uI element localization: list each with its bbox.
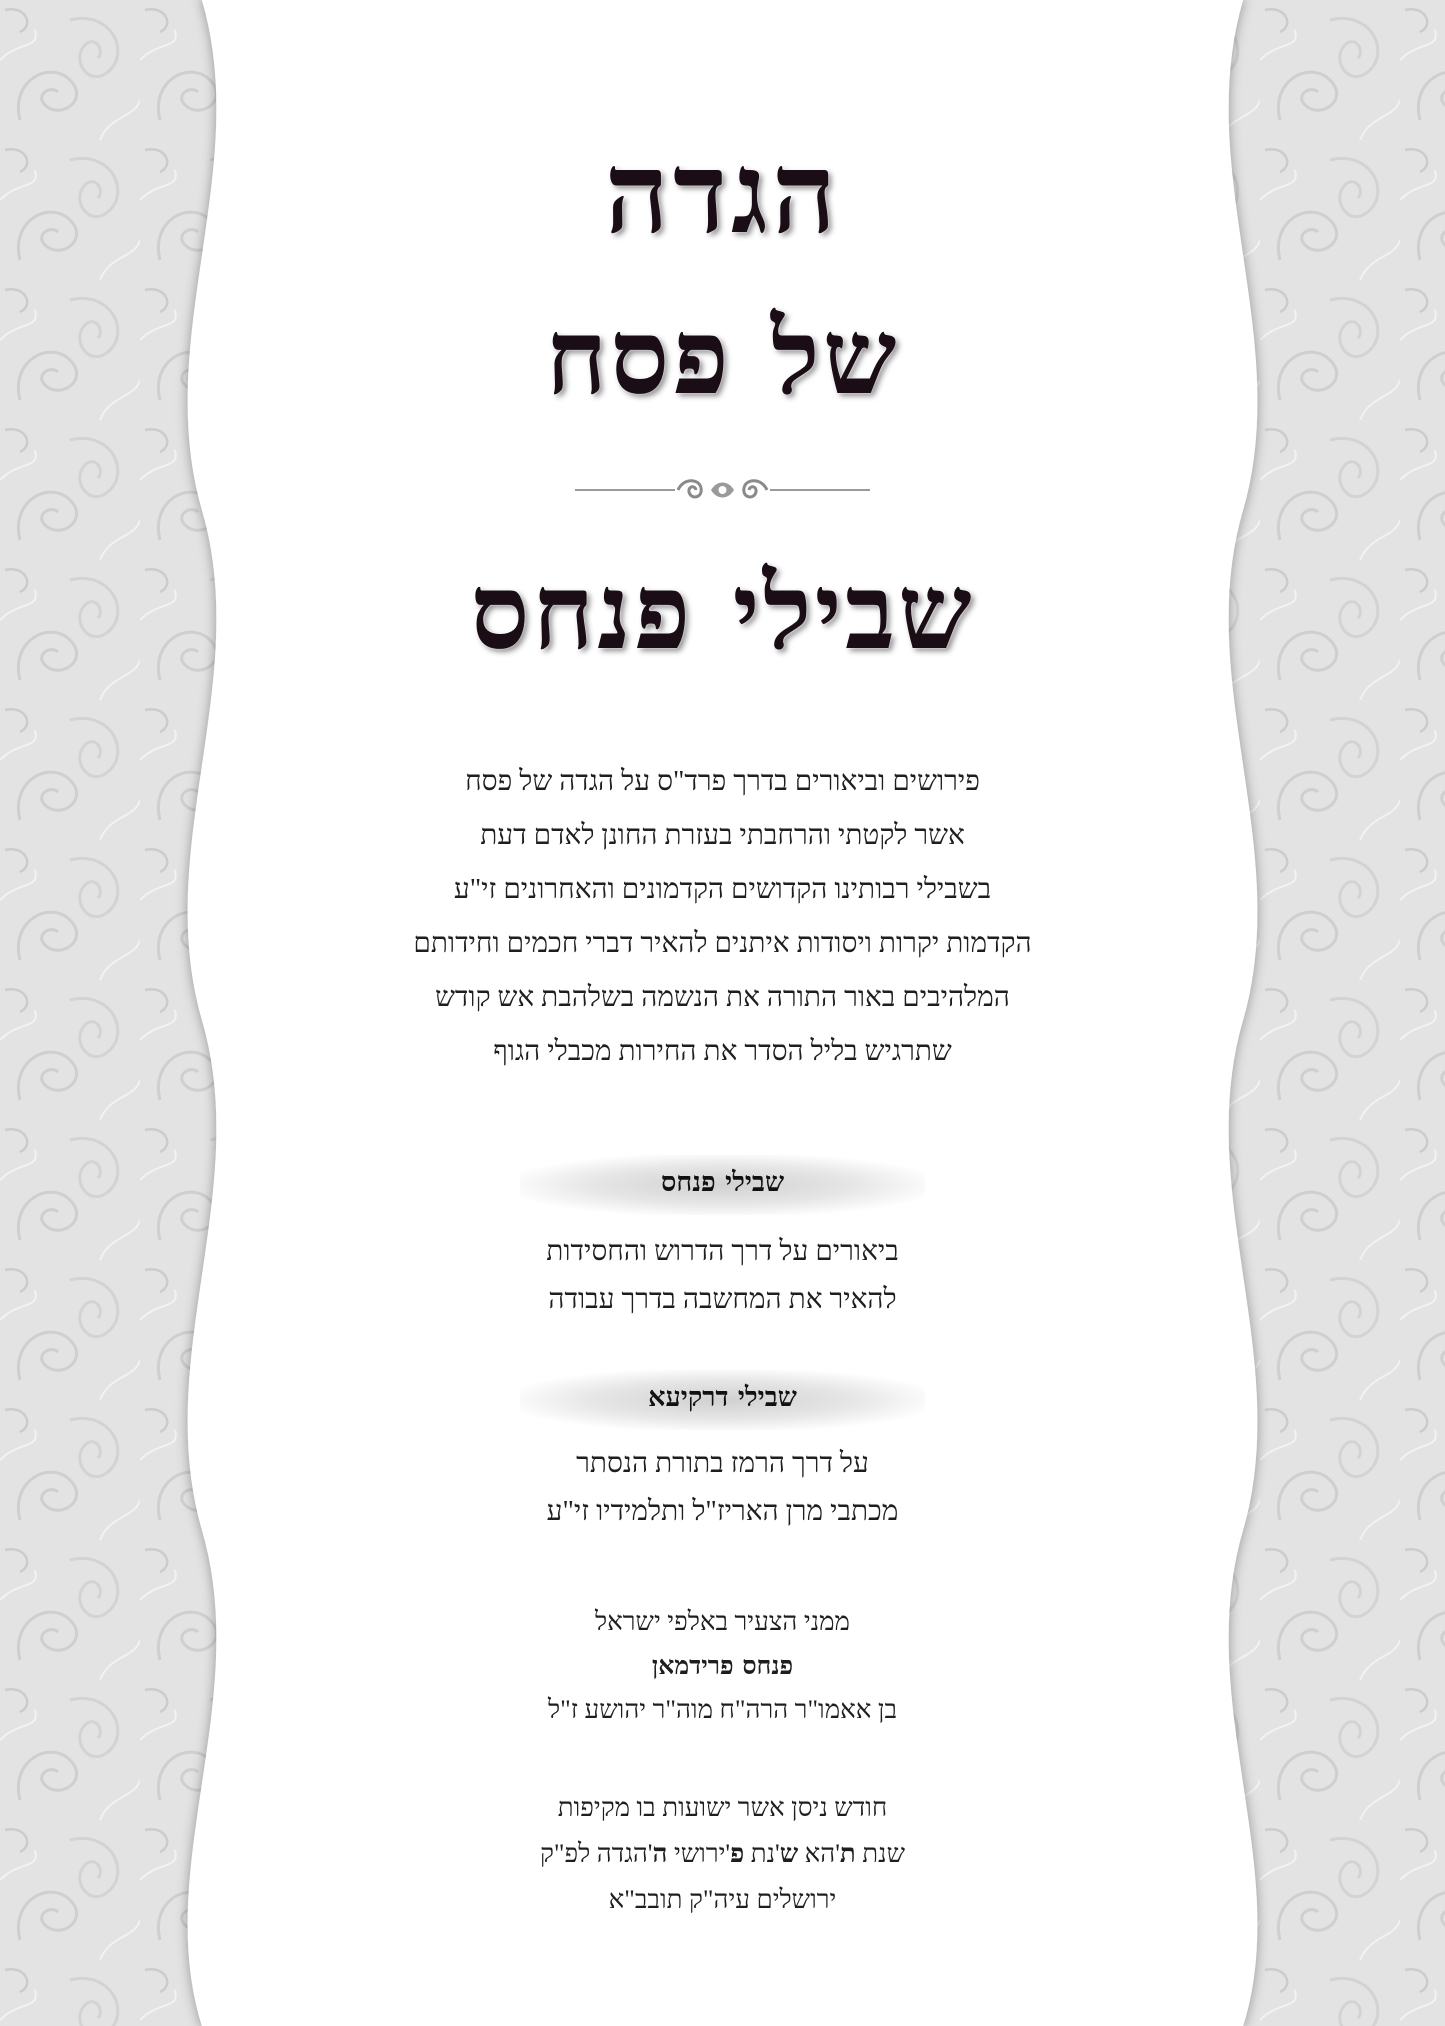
intro-line: בשבילי רבותינו הקדושים הקדמונים והאחרונים זי"ע (453, 874, 992, 905)
section-line: ביאורים על דרך הדרוש והחסידות (546, 1236, 899, 1267)
title-shel-pesach: של פסח (545, 295, 900, 418)
author-intro: ממני הצעיר באלפי ישראל (595, 1607, 850, 1636)
intro-line: המלהיבים באור התורה את הנשמה בשלהבת אש קודש (435, 982, 1010, 1013)
section-description (400, 1440, 1045, 1536)
title-haggadah: הגדה (604, 128, 841, 259)
section-line: מכתבי מרן האריז"ל ותלמידיו זי"ע (546, 1496, 899, 1527)
author-block (420, 1600, 1025, 1732)
date-place-line: ירושלים עיה"ק תובב"א (608, 1885, 837, 1914)
author-lineage: בן אאמו"ר הרה"ח מוה"ר יהושע ז"ל (548, 1695, 897, 1724)
section-description (400, 1228, 1045, 1324)
date-line: חודש ניסן אשר ישועות בו מקיפות (557, 1793, 888, 1822)
ornament-divider (575, 470, 870, 510)
intro-paragraph (300, 755, 1145, 1079)
section-title-shvilei-drakia: שבילי דרקיעא (648, 1382, 797, 1413)
intro-line: פירושים וביאורים בדרך פרד"ס על הגדה של פסח (465, 766, 980, 797)
section-line: להאיר את המחשבה בדרך עבודה (548, 1284, 897, 1315)
date-year-line: שנת ת'הא ש'נת פ'ירושי ה'הגדה לפ"ק (539, 1839, 906, 1868)
date-block (420, 1785, 1025, 1923)
section-heading-band (520, 1370, 925, 1430)
section-title-shvilei-pinchas: שבילי פנחס (660, 1167, 785, 1198)
author-name: פנחס פרידמאן (651, 1651, 794, 1680)
intro-line: אשר לקטתי והרחבתי בעזרת החונן לאדם דעת (480, 820, 965, 851)
section-heading-band (520, 1155, 925, 1215)
intro-line: שתרגיש בליל הסדר את החירות מכבלי הגוף (493, 1036, 952, 1067)
intro-line: הקדמות יקרות ויסודות איתנים להאיר דברי חכמים וחידותם (413, 928, 1032, 959)
section-line: על דרך הרמז בתורת הנסתר (576, 1448, 869, 1479)
title-shvilei-pinchas: שבילי פנחס (470, 550, 975, 673)
